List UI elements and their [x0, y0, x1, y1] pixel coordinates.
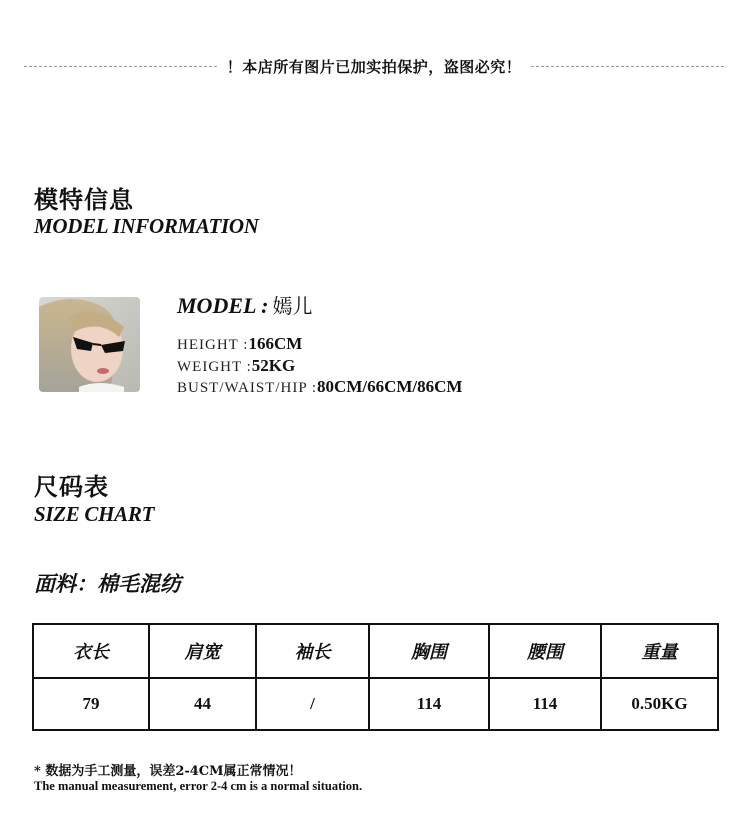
model-name-row	[177, 290, 312, 319]
notice-text: ！本店所有图片已加实拍保护，盗图必究！	[226, 57, 522, 76]
header-weight: 重量	[601, 624, 718, 678]
height-value: 166CM	[248, 334, 303, 353]
model-weight-row	[177, 356, 295, 376]
cell-length: 79	[33, 678, 149, 730]
model-photo-image	[39, 297, 140, 392]
header-bust: 胸围	[369, 624, 489, 678]
cell-bust: 114	[369, 678, 489, 730]
cell-sleeve: /	[256, 678, 369, 730]
weight-label: WEIGHT :	[177, 359, 252, 375]
model-section-title-cn: 模特信息	[34, 186, 134, 214]
height-label: HEIGHT :	[177, 337, 249, 353]
cell-shoulder: 44	[149, 678, 256, 730]
model-bwh-row	[177, 377, 462, 397]
size-section-title-cn: 尺码表	[34, 473, 109, 501]
protection-notice	[24, 52, 724, 80]
cell-waist: 114	[489, 678, 601, 730]
table-row	[33, 678, 718, 730]
measurement-note-en: The manual measurement, error 2-4 cm is a normal situation.	[34, 779, 363, 793]
divider-right	[531, 66, 724, 67]
model-height-row	[177, 334, 302, 354]
model-avatar	[39, 297, 140, 392]
model-name: 嫣儿	[272, 294, 313, 318]
size-chart-table	[32, 623, 719, 731]
table-header-row	[33, 624, 718, 678]
model-section-title-en: MODEL INFORMATION	[34, 214, 259, 238]
header-sleeve: 袖长	[256, 624, 369, 678]
cell-weight: 0.50KG	[601, 678, 718, 730]
model-name-label: MODEL :	[177, 293, 269, 318]
divider-left	[24, 66, 217, 67]
bwh-value: 80CM/66CM/86CM	[317, 377, 463, 396]
header-waist: 腰围	[489, 624, 601, 678]
weight-value: 52KG	[251, 356, 296, 375]
fabric-info: 面料：棉毛混纺	[34, 571, 181, 596]
bwh-label: BUST/WAIST/HIP :	[177, 380, 318, 396]
header-shoulder: 肩宽	[149, 624, 256, 678]
header-length: 衣长	[33, 624, 149, 678]
measurement-note-cn: * 数据为手工测量，误差2-4CM属正常情况！	[34, 764, 302, 779]
size-section-title-en: SIZE CHART	[34, 502, 155, 526]
